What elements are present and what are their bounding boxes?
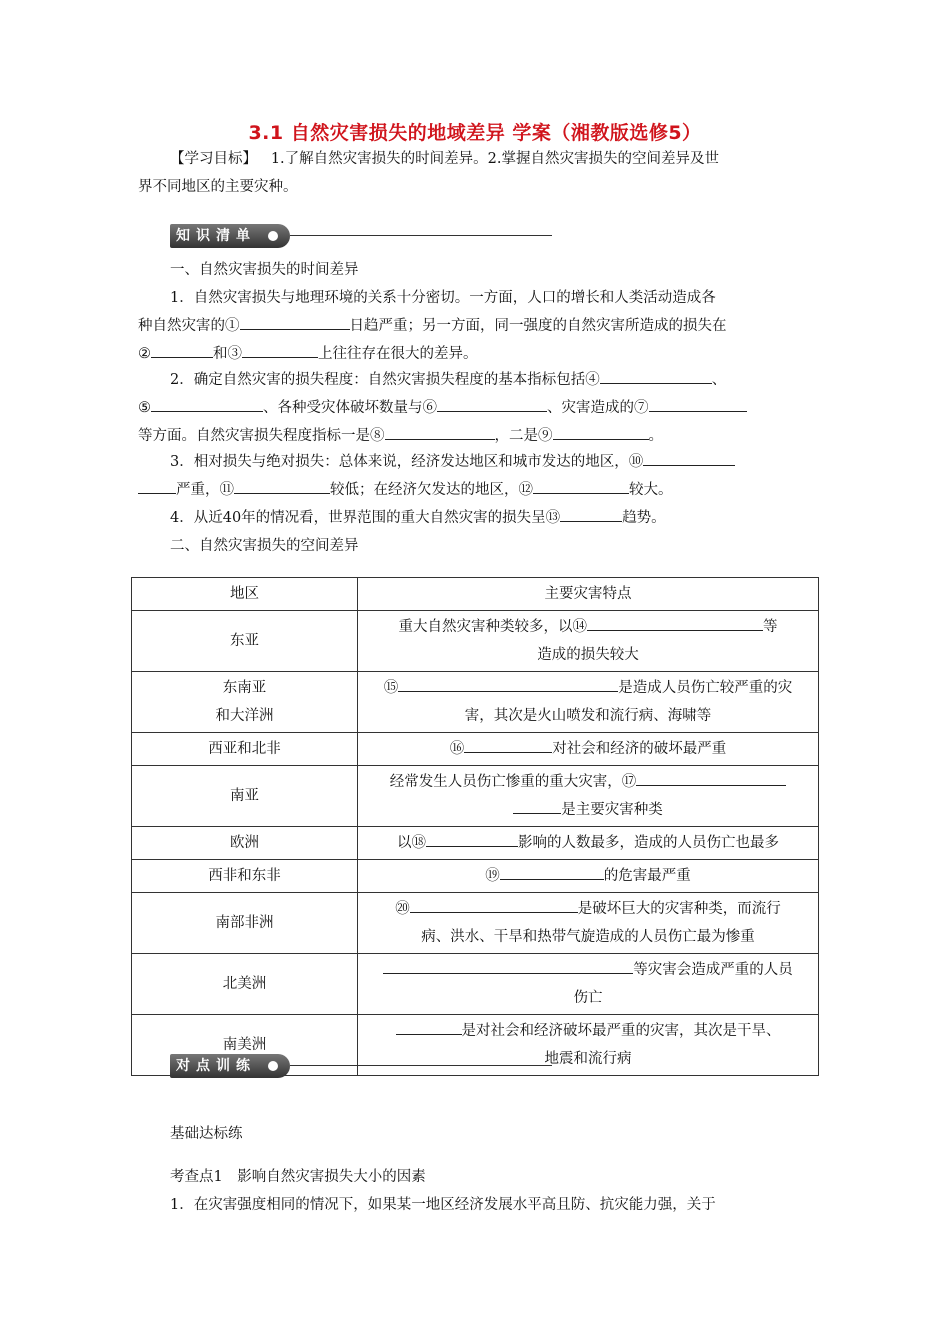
blank-7[interactable] (649, 395, 747, 412)
page-title: 3.1 自然灾害损失的地域差异 学案（湘教版选修5） (248, 122, 702, 144)
feature-cell: ⑮ 是造成人员伤亡较严重的灾 害，其次是火山喷发和流行病、海啸等 (358, 672, 819, 733)
blank-1[interactable] (240, 313, 350, 330)
table-row (132, 893, 819, 954)
region-disaster-table (131, 577, 819, 1076)
region-cell: 南亚 (132, 766, 358, 827)
blank-11[interactable] (234, 477, 330, 494)
feature-cell: 等灾害会造成严重的人员 伤亡 (358, 954, 819, 1015)
region-cell: 北美洲 (132, 954, 358, 1015)
blank-16[interactable] (464, 736, 552, 753)
table-header-row (132, 578, 819, 611)
part2-heading: 二、自然灾害损失的空间差异 (170, 538, 359, 554)
blank-18[interactable] (426, 830, 518, 847)
table-row (132, 766, 819, 827)
feature-cell: ⑳ 是破坏巨大的灾害种类，而流行 病、洪水、干旱和热带气旋造成的人员伤亡最为惨重 (358, 893, 819, 954)
blank-3[interactable] (242, 341, 318, 358)
region-cell: 南美洲 (132, 1015, 358, 1076)
blank-12[interactable] (533, 477, 629, 494)
p2-line-c: 等方面。自然灾害损失程度指标一是⑧ ，二是⑨ 。 (138, 422, 818, 450)
blank-19[interactable] (500, 863, 604, 880)
feature-cell: 以⑱ 影响的人数最多，造成的人员伤亡也最多 (358, 827, 819, 860)
table-row (132, 860, 819, 893)
blank-13[interactable] (560, 505, 622, 522)
blank-2[interactable] (151, 341, 213, 358)
blank-15[interactable] (398, 675, 618, 692)
blank-17[interactable] (636, 769, 786, 786)
blank-14[interactable] (587, 614, 763, 631)
blank-21[interactable] (383, 957, 633, 974)
goal-label: 【学习目标】 (170, 151, 257, 167)
learning-goal (138, 145, 818, 201)
part1-heading: 一、自然灾害损失的时间差异 (170, 262, 359, 278)
section-rule (290, 235, 552, 236)
question-1: 1．在灾害强度相同的情况下，如果某一地区经济发展水平高且防、抗灾能力强，关于 (170, 1197, 716, 1213)
table-row (132, 954, 819, 1015)
table-row (132, 611, 819, 672)
feature-cell: ⑯ 对社会和经济的破坏最严重 (358, 733, 819, 766)
p1-line-b: 种自然灾害的① 日趋严重；另一方面，同一强度的自然灾害所造成的损失在 (138, 312, 818, 340)
feature-cell: 是对社会和经济破坏最严重的灾害，其次是干旱、 地震和流行病 (358, 1015, 819, 1076)
point-heading: 考查点1 影响自然灾害损失大小的因素 (170, 1169, 426, 1185)
blank-10[interactable] (643, 449, 735, 466)
paragraph-1 (138, 284, 818, 368)
goal-text-2: 界不同地区的主要灾种。 (138, 179, 298, 195)
paragraph-3 (138, 448, 818, 504)
section-rule (290, 1065, 552, 1066)
blank-22[interactable] (396, 1018, 462, 1035)
section-tag: 对点训练 (170, 1054, 290, 1078)
blank-9[interactable] (553, 423, 649, 440)
region-cell: 东南亚 和大洋洲 (132, 672, 358, 733)
p1-line-a: 1．自然灾害损失与地理环境的关系十分密切。一方面，人口的增长和人类活动造成各 (170, 290, 716, 306)
header-region: 地区 (132, 578, 358, 611)
p4-line-a: 4．从近40年的情况看，世界范围的重大自然灾害的损失呈⑬ 趋势。 (138, 504, 818, 532)
region-cell: 西非和东非 (132, 860, 358, 893)
feature-cell: 重大自然灾害种类较多，以⑭ 等 造成的损失较大 (358, 611, 819, 672)
bullet-dot-icon (268, 231, 278, 241)
paragraph-4 (138, 504, 818, 532)
p1-line-c: ② 和③ 上往往存在很大的差异。 (138, 340, 818, 368)
region-cell: 东亚 (132, 611, 358, 672)
p2-line-b: ⑤ 、各种受灾体破坏数量与⑥ 、灾害造成的⑦ (138, 394, 818, 422)
section-tag: 知识清单 (170, 224, 290, 248)
drill-heading: 基础达标练 (170, 1126, 243, 1142)
region-cell: 欧洲 (132, 827, 358, 860)
paragraph-2 (138, 366, 818, 450)
p2-line-a: 2．确定自然灾害的损失程度：自然灾害损失程度的基本指标包括④ 、 (138, 366, 818, 394)
blank-17-cont[interactable] (513, 797, 561, 814)
goal-text-1: 1.了解自然灾害损失的时间差异。2.掌握自然灾害损失的空间差异及世 (270, 151, 719, 167)
region-cell: 南部非洲 (132, 893, 358, 954)
blank-20[interactable] (410, 896, 578, 913)
blank-10-cont[interactable] (138, 477, 176, 494)
section-header-knowledge (170, 224, 552, 250)
table-row (132, 733, 819, 766)
blank-6[interactable] (437, 395, 547, 412)
bullet-dot-icon (268, 1061, 278, 1071)
blank-8[interactable] (385, 423, 495, 440)
section-header-drill (170, 1054, 552, 1080)
blank-4[interactable] (600, 367, 712, 384)
region-cell: 西亚和北非 (132, 733, 358, 766)
p3-line-b: 严重，⑪ 较低；在经济欠发达的地区，⑫ 较大。 (138, 476, 818, 504)
p3-line-a: 3．相对损失与绝对损失：总体来说，经济发达地区和城市发达的地区，⑩ (138, 448, 818, 476)
table-row (132, 672, 819, 733)
feature-cell: 经常发生人员伤亡惨重的重大灾害，⑰ 是主要灾害种类 (358, 766, 819, 827)
blank-5[interactable] (151, 395, 263, 412)
feature-cell: ⑲ 的危害最严重 (358, 860, 819, 893)
header-feature: 主要灾害特点 (358, 578, 819, 611)
table-row (132, 827, 819, 860)
